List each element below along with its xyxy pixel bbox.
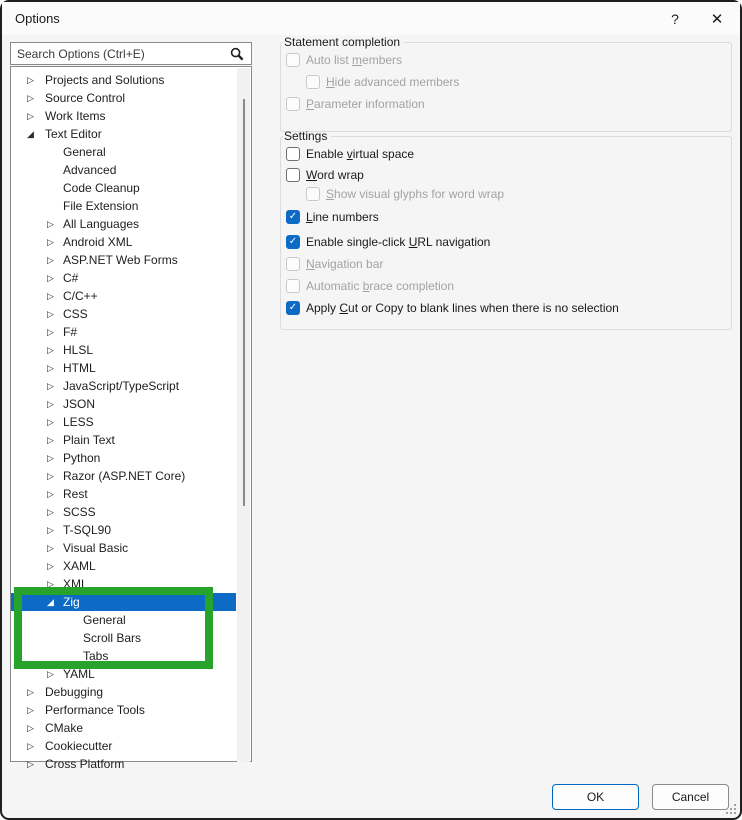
settings-rows — [281, 143, 731, 319]
tree-item-file-extension[interactable] — [11, 197, 236, 215]
tree-item-html[interactable] — [11, 359, 236, 377]
collapsed-triangle-icon[interactable]: ▷ — [27, 687, 34, 697]
cancel-button-label: Cancel — [671, 790, 710, 804]
settings-group — [280, 129, 732, 330]
tree-item-scss[interactable] — [11, 503, 236, 521]
tree-item-label: HLSL — [63, 343, 94, 357]
tree-item-label: All Languages — [63, 217, 140, 231]
group-title: Statement completion — [284, 35, 401, 49]
tree-item-rest[interactable] — [11, 485, 236, 503]
tree-item-label: YAML — [63, 667, 95, 681]
unchecked-checkbox-icon[interactable] — [286, 147, 300, 161]
tree-item-c[interactable] — [11, 269, 236, 287]
checkbox-label: Navigation bar — [306, 257, 384, 271]
tree-item-cookiecutter[interactable] — [11, 737, 236, 755]
tree-item-label: CSS — [63, 307, 88, 321]
checkbox-label: Line numbers — [306, 210, 379, 224]
tree-item-label: Android XML — [63, 235, 133, 249]
checkbox-row-navigation-bar[interactable] — [281, 253, 731, 275]
collapsed-triangle-icon[interactable]: ▷ — [47, 471, 54, 481]
search-box — [10, 42, 252, 65]
tree-item-label: XAML — [63, 559, 96, 573]
collapsed-triangle-icon[interactable]: ▷ — [47, 543, 54, 553]
tree-item-tabs[interactable] — [11, 647, 236, 665]
checkbox-row-apply-cut-or-copy-to-blank-lines-when-there-is-no-selection[interactable] — [281, 297, 731, 319]
collapsed-triangle-icon[interactable]: ▷ — [47, 273, 54, 283]
collapsed-triangle-icon[interactable]: ▷ — [47, 237, 54, 247]
cancel-button[interactable] — [652, 784, 729, 810]
tree-item-razor-asp-net-core[interactable] — [11, 467, 236, 485]
checkbox-row-parameter-information[interactable] — [281, 93, 731, 115]
unchecked-checkbox-icon[interactable] — [286, 97, 300, 111]
unchecked-checkbox-icon[interactable] — [286, 168, 300, 182]
help-icon: ? — [671, 10, 679, 27]
tree-item-label: Plain Text — [63, 433, 115, 447]
tree-item-general[interactable] — [11, 143, 236, 161]
statement-completion-rows — [281, 49, 731, 115]
tree-item-label: XML — [63, 577, 88, 591]
collapsed-triangle-icon[interactable]: ▷ — [47, 579, 54, 589]
checkbox-row-word-wrap[interactable] — [281, 165, 731, 184]
tree-item-text-editor[interactable] — [11, 125, 236, 143]
checkbox-row-line-numbers[interactable] — [281, 203, 731, 231]
tree-item-label: Tabs — [83, 649, 109, 663]
unchecked-checkbox-icon[interactable] — [286, 53, 300, 67]
collapsed-triangle-icon[interactable]: ▷ — [47, 525, 54, 535]
checked-checkbox-icon[interactable]: ✓ — [286, 210, 300, 224]
collapsed-triangle-icon[interactable]: ▷ — [47, 561, 54, 571]
checkbox-label: Show visual glyphs for word wrap — [326, 186, 505, 201]
tree-item-label: JavaScript/TypeScript — [63, 379, 180, 393]
ok-button[interactable] — [552, 784, 639, 810]
collapsed-triangle-icon[interactable]: ▷ — [47, 489, 54, 499]
collapsed-triangle-icon[interactable]: ▷ — [27, 93, 34, 103]
tree-item-hlsl[interactable] — [11, 341, 236, 359]
collapsed-triangle-icon[interactable]: ▷ — [27, 75, 34, 85]
tree-item-label: ASP.NET Web Forms — [63, 253, 178, 267]
collapsed-triangle-icon[interactable]: ▷ — [47, 669, 54, 679]
checkbox-label: Enable virtual space — [306, 147, 415, 161]
tree-item-label: Advanced — [63, 163, 117, 177]
checkbox-row-automatic-brace-completion[interactable] — [281, 275, 731, 297]
collapsed-triangle-icon[interactable]: ▷ — [47, 453, 54, 463]
tree-item-debugging[interactable] — [11, 683, 236, 701]
statement-completion-group — [280, 35, 732, 132]
search-input[interactable] — [17, 43, 222, 64]
checked-checkbox-icon[interactable]: ✓ — [286, 301, 300, 315]
group-title: Settings — [284, 129, 328, 143]
tree-item-label: General — [63, 145, 106, 159]
tree-item-work-items[interactable] — [11, 107, 236, 125]
tree-item-f[interactable] — [11, 323, 236, 341]
expanded-triangle-icon[interactable]: ◢ — [27, 129, 34, 139]
collapsed-triangle-icon[interactable]: ▷ — [27, 705, 34, 715]
collapsed-triangle-icon[interactable]: ▷ — [47, 327, 54, 337]
tree-item-label: CMake — [45, 721, 84, 735]
unchecked-checkbox-icon[interactable] — [286, 279, 300, 293]
close-icon: ✕ — [710, 10, 724, 28]
collapsed-triangle-icon[interactable]: ▷ — [47, 435, 54, 445]
tree-item-python[interactable] — [11, 449, 236, 467]
tree-item-label: Cookiecutter — [45, 739, 113, 753]
checkbox-label: Auto list members — [306, 53, 403, 67]
tree-item-label: C# — [63, 271, 79, 285]
tree-item-projects-and-solutions[interactable] — [11, 71, 236, 89]
expanded-triangle-icon[interactable]: ◢ — [47, 597, 54, 607]
tree-item-css[interactable] — [11, 305, 236, 323]
ok-button-label: OK — [586, 790, 605, 804]
tree-scrollbar[interactable] — [237, 68, 250, 762]
unchecked-checkbox-icon[interactable] — [306, 75, 320, 89]
tree-item-performance-tools[interactable] — [11, 701, 236, 719]
tree-item-label: T-SQL90 — [63, 523, 112, 537]
tree-item-zig[interactable] — [11, 593, 236, 611]
checkbox-row-enable-virtual-space[interactable] — [281, 143, 731, 165]
tree-item-label: Razor (ASP.NET Core) — [63, 469, 186, 483]
search-icon — [230, 47, 244, 61]
tree-item-general[interactable] — [11, 611, 236, 629]
tree-item-c-c[interactable] — [11, 287, 236, 305]
collapsed-triangle-icon[interactable]: ▷ — [27, 723, 34, 733]
tree-item-cmake[interactable] — [11, 719, 236, 737]
tree-item-label: Python — [63, 451, 101, 465]
checkbox-label: Hide advanced members — [326, 75, 460, 89]
tree-item-plain-text[interactable] — [11, 431, 236, 449]
tree-item-all-languages[interactable] — [11, 215, 236, 233]
tree-item-xml[interactable] — [11, 575, 236, 593]
tree-item-code-cleanup[interactable] — [11, 179, 236, 197]
checkbox-label: Automatic brace completion — [306, 279, 455, 293]
tree-item-android-xml[interactable] — [11, 233, 236, 251]
checkbox-row-hide-advanced-members[interactable] — [281, 71, 731, 93]
checkbox-label: Word wrap — [306, 167, 364, 182]
unchecked-checkbox-icon[interactable] — [306, 187, 320, 201]
checkbox-row-auto-list-members[interactable] — [281, 49, 731, 71]
tree-scrollbar-thumb[interactable] — [243, 99, 245, 506]
tree-item-advanced[interactable] — [11, 161, 236, 179]
collapsed-triangle-icon[interactable]: ▷ — [47, 255, 54, 265]
tree-item-less[interactable] — [11, 413, 236, 431]
tree-item-label: F# — [63, 325, 78, 339]
options-tree-panel — [10, 66, 252, 771]
tree-item-label: File Extension — [63, 199, 139, 213]
collapsed-triangle-icon[interactable]: ▷ — [47, 291, 54, 301]
collapsed-triangle-icon[interactable]: ▷ — [27, 741, 34, 751]
tree-item-xaml[interactable] — [11, 557, 236, 575]
help-button[interactable] — [654, 2, 696, 35]
tree-item-label: LESS — [63, 415, 94, 429]
tree-item-label: Text Editor — [45, 127, 102, 141]
tree-item-label: Cross Platform — [45, 757, 125, 771]
tree-item-yaml[interactable] — [11, 665, 236, 683]
tree-item-scroll-bars[interactable] — [11, 629, 236, 647]
collapsed-triangle-icon[interactable]: ▷ — [47, 309, 54, 319]
resize-grip-icon[interactable] — [724, 802, 737, 815]
unchecked-checkbox-icon[interactable] — [286, 257, 300, 271]
tree-item-label: JSON — [63, 397, 96, 411]
collapsed-triangle-icon[interactable]: ▷ — [47, 345, 54, 355]
title-bar — [2, 2, 740, 35]
tree-item-label: Source Control — [45, 91, 126, 105]
collapsed-triangle-icon[interactable]: ▷ — [47, 381, 54, 391]
tree-item-label: HTML — [63, 361, 96, 375]
collapsed-triangle-icon[interactable]: ▷ — [47, 417, 54, 427]
tree-item-t-sql90[interactable] — [11, 521, 236, 539]
options-tree — [11, 71, 236, 773]
collapsed-triangle-icon[interactable]: ▷ — [47, 363, 54, 373]
checked-checkbox-icon[interactable]: ✓ — [286, 235, 300, 249]
window-title: Options — [15, 11, 60, 26]
tree-item-javascript-typescript[interactable] — [11, 377, 236, 395]
tree-item-cross-platform[interactable] — [11, 755, 236, 773]
tree-item-label: Scroll Bars — [83, 631, 142, 645]
tree-item-json[interactable] — [11, 395, 236, 413]
tree-item-label: Debugging — [45, 685, 104, 699]
checkbox-label: Apply Cut or Copy to blank lines when there is no selection — [306, 301, 619, 315]
tree-item-label: Visual Basic — [63, 541, 129, 555]
collapsed-triangle-icon[interactable]: ▷ — [47, 399, 54, 409]
tree-item-label: Code Cleanup — [63, 181, 140, 195]
collapsed-triangle-icon[interactable]: ▷ — [27, 111, 34, 121]
tree-item-label: Zig — [63, 595, 80, 609]
tree-item-label: Projects and Solutions — [45, 73, 165, 87]
tree-item-label: General — [83, 613, 126, 627]
close-button[interactable] — [696, 2, 738, 35]
tree-item-visual-basic[interactable] — [11, 539, 236, 557]
tree-item-label: Work Items — [45, 109, 106, 123]
tree-item-asp-net-web-forms[interactable] — [11, 251, 236, 269]
tree-item-label: SCSS — [63, 505, 96, 519]
checkbox-label: Parameter information — [306, 97, 425, 111]
collapsed-triangle-icon[interactable]: ▷ — [47, 219, 54, 229]
collapsed-triangle-icon[interactable]: ▷ — [27, 759, 34, 769]
tree-item-source-control[interactable] — [11, 89, 236, 107]
checkbox-row-show-visual-glyphs-for-word-wrap[interactable] — [281, 184, 731, 203]
checkbox-label: Enable single-click URL navigation — [306, 235, 491, 249]
tree-item-label: Rest — [63, 487, 88, 501]
tree-item-label: Performance Tools — [45, 703, 145, 717]
checkbox-row-enable-single-click-url-navigation[interactable] — [281, 231, 731, 253]
collapsed-triangle-icon[interactable]: ▷ — [47, 507, 54, 517]
tree-item-label: C/C++ — [63, 289, 98, 303]
